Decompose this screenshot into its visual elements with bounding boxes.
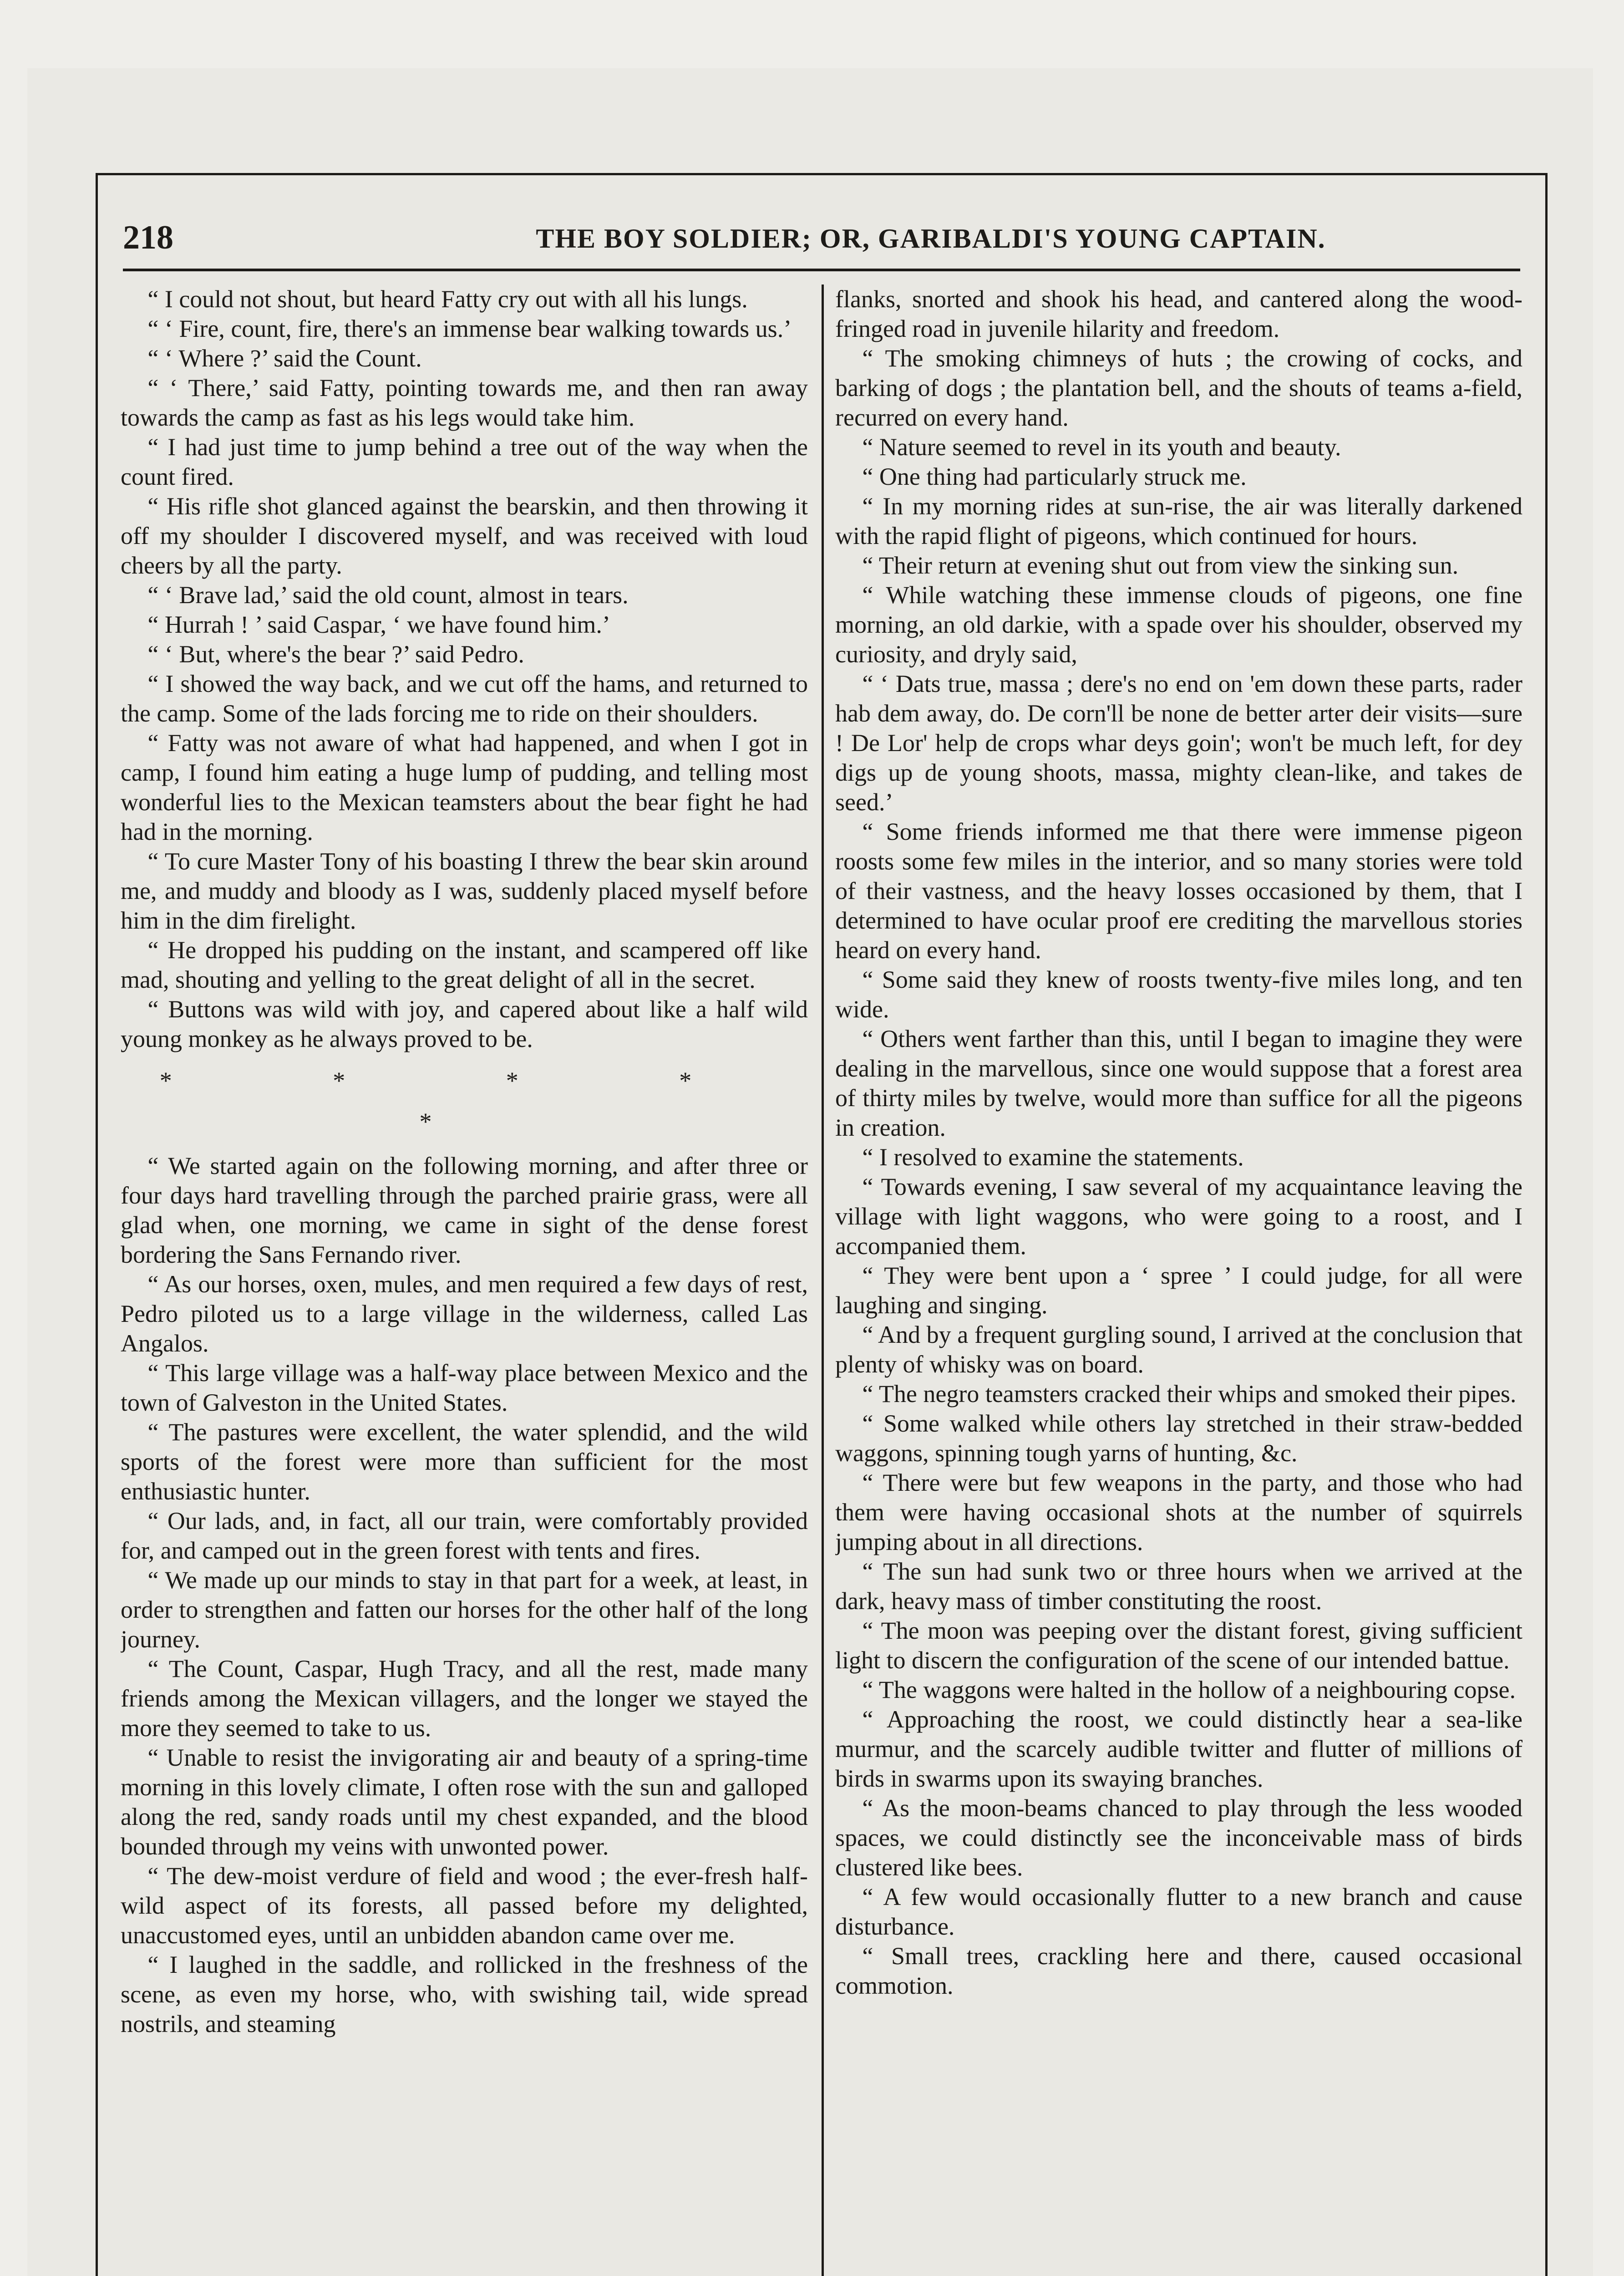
paragraph: “ Hurrah ! ’ said Caspar, ‘ we have found him.’ [147, 611, 610, 638]
paragraph: “ I showed the way back, and we cut off the hams, and returned to the camp. Some of the lads forcing me to ride on their shoulders. [121, 670, 808, 727]
column-divider [822, 284, 824, 2276]
paragraph: “ He dropped his pudding on the instant, and scampered off like mad, shouting and yelling to the great delight of all in the secret. [121, 936, 808, 993]
paragraph: “ In my morning rides at sun-rise, the air was literally darkened with the rapid flight of pigeons, which continued for hours. [835, 493, 1522, 549]
paragraph: “ To cure Master Tony of his boasting I threw the bear skin around me, and muddy and bloody as I was, suddenly placed myself before him in the dim firelight. [121, 848, 808, 934]
paragraph: “ We started again on the following morning, and after three or four days hard travelling through the parched prairie grass, were all glad when, one morning, we came in sight of the dense forest bordering the Sans Fernando river. [121, 1152, 808, 1268]
paragraph: “ His rifle shot glanced against the bearskin, and then throwing it off my shoulder I discovered myself, and was received with loud cheers by all the party. [121, 493, 808, 579]
paragraph: “ We made up our minds to stay in that part for a week, at least, in order to strengthen and fatten our horses for the other half of the long journey. [121, 1566, 808, 1653]
paragraph: “ And by a frequent gurgling sound, I arrived at the conclusion that plenty of whisky was on board. [835, 1321, 1522, 1378]
paragraph: “ ‘ Dats true, massa ; dere's no end on 'em down these parts, rader hab dem away, do. De corn'll be none de better arter deir visits—sure ! De Lor' help de crops whar deys goin'; won't be much left, for dey digs up de young shoots, massa, mighty clean-like, and takes de seed.’ [835, 670, 1522, 816]
page-sheet [27, 68, 1593, 2276]
paragraph: “ The Count, Caspar, Hugh Tracy, and all the rest, made many friends among the Mexican villagers, and the longer we stayed the more they seemed to take to us. [121, 1655, 808, 1742]
paragraph: “ The waggons were halted in the hollow of a neighbouring copse. [862, 1676, 1516, 1703]
paragraph: “ ‘ But, where's the bear ?’ said Pedro. [147, 640, 524, 668]
paragraph: “ They were bent upon a ‘ spree ’ I could judge, for all were laughing and singing. [835, 1262, 1522, 1319]
page-frame [96, 173, 1548, 2276]
paragraph: “ As our horses, oxen, mules, and men required a few days of rest, Pedro piloted us to a large village in the wilderness, called Las Angalos. [121, 1270, 808, 1357]
paragraph: “ A few would occasionally flutter to a new branch and cause disturbance. [835, 1883, 1522, 1940]
paragraph: “ This large village was a half-way place between Mexico and the town of Galveston in the United States. [121, 1359, 808, 1416]
paragraph: “ I laughed in the saddle, and rollicked in the freshness of the scene, as even my horse, who, with swishing tail, wide spread nostrils, and steaming [121, 1951, 808, 2037]
paragraph: “ The moon was peeping over the distant forest, giving sufficient light to discern the configuration of the scene of our intended battue. [835, 1617, 1522, 1674]
paragraph: “ Our lads, and, in fact, all our train, were comfortably provided for, and camped out in the green forest with tents and fires. [121, 1507, 808, 1564]
paragraph: “ Others went farther than this, until I began to imagine they were dealing in the marvellous, since one would suppose that a forest area of thirty miles by twelve, would more than suffice for all the pigeons in creation. [835, 1025, 1522, 1141]
paragraph: “ The pastures were excellent, the water splendid, and the wild sports of the forest were more than sufficient for the most enthusiastic hunter. [121, 1418, 808, 1505]
paragraph: “ Nature seemed to revel in its youth and beauty. [862, 433, 1341, 461]
paragraph: “ Some walked while others lay stretched in their straw-bedded waggons, spinning tough yarns of hunting, &c. [835, 1410, 1522, 1467]
paragraph: “ ‘ There,’ said Fatty, pointing towards me, and then ran away towards the camp as fast as his legs would take him. [121, 374, 808, 431]
paragraph: “ Some friends informed me that there were immense pigeon roosts some few miles in the interior, and so many stories were told of their vastness, and the heavy losses occasioned by them, that I determined to have ocular proof ere crediting the marvellous stories heard on every hand. [835, 818, 1522, 964]
paragraph: “ There were but few weapons in the party, and those who had them were having occasional shots at the number of squirrels jumping about in all directions. [835, 1469, 1522, 1555]
paragraph: “ Small trees, crackling here and there, caused occasional commotion. [835, 1942, 1522, 1999]
paragraph: “ The negro teamsters cracked their whips and smoked their pipes. [862, 1380, 1517, 1407]
paragraph: “ I had just time to jump behind a tree out of the way when the count fired. [121, 433, 808, 490]
paragraph: “ The smoking chimneys of huts ; the crowing of cocks, and barking of dogs ; the plantation bell, and the shouts of teams a-field, recurred on every hand. [835, 345, 1522, 431]
paragraph: “ Approaching the roost, we could distinctly hear a sea-like murmur, and the scarcely audible twitter and flutter of millions of birds in swarms upon its swaying branches. [835, 1706, 1522, 1792]
paragraph: “ ‘ Brave lad,’ said the old count, almost in tears. [147, 581, 629, 609]
paragraph: “ Fatty was not aware of what had happened, and when I got in camp, I found him eating a huge lump of pudding, and telling most wonderful lies to the Mexican teamsters about the bear fight he had had in the morning. [121, 729, 808, 845]
page-number: 218 [123, 219, 173, 256]
paragraph: “ One thing had particularly struck me. [862, 463, 1247, 490]
paragraph: “ I resolved to examine the statements. [862, 1143, 1244, 1171]
paragraph: “ Unable to resist the invigorating air and beauty of a spring-time morning in this lovely climate, I often rose with the sun and galloped along the red, sandy roads until my chest expanded, and the blood bounded through my veins with unwonted power. [121, 1744, 808, 1860]
paragraph: “ ‘ Where ?’ said the Count. [147, 345, 422, 372]
paragraph: “ Some said they knew of roosts twenty-five miles long, and ten wide. [835, 966, 1522, 1023]
paragraph: “ As the moon-beams chanced to play through the less wooded spaces, we could distinctly see the inconceivable mass of birds clustered like bees. [835, 1794, 1522, 1881]
section-separator: * * * * * [159, 1067, 769, 1135]
paragraph: “ Buttons was wild with joy, and capered about like a half wild young monkey as he always proved to be. [121, 996, 808, 1052]
paragraph: “ I could not shout, but heard Fatty cry out with all his lungs. [147, 285, 748, 313]
paragraph: “ The sun had sunk two or three hours when we arrived at the dark, heavy mass of timber constituting the roost. [835, 1558, 1522, 1615]
right-column [835, 284, 1522, 2276]
paragraph: “ Towards evening, I saw several of my acquaintance leaving the village with light waggons, who were going to a roost, and I accompanied them. [835, 1173, 1522, 1260]
paragraph: “ Their return at evening shut out from view the sinking sun. [862, 552, 1459, 579]
left-column [121, 284, 808, 2276]
paragraph: “ The dew-moist verdure of field and wood ; the ever-fresh half-wild aspect of its forests, all passed before my delighted, unaccustomed eyes, until an unbidden abandon came over me. [121, 1862, 808, 1949]
page-header [123, 200, 1520, 271]
paragraph: “ While watching these immense clouds of pigeons, one fine morning, an old darkie, with a spade over his shoulder, observed my curiosity, and dryly said, [835, 581, 1522, 668]
paragraph: flanks, snorted and shook his head, and cantered along the wood-fringed road in juvenile hilarity and freedom. [835, 285, 1522, 342]
paragraph: “ ‘ Fire, count, fire, there's an immense bear walking towards us.’ [147, 315, 792, 342]
running-title: THE BOY SOLDIER; OR, GARIBALDI'S YOUNG CAPTAIN. [536, 224, 1326, 254]
